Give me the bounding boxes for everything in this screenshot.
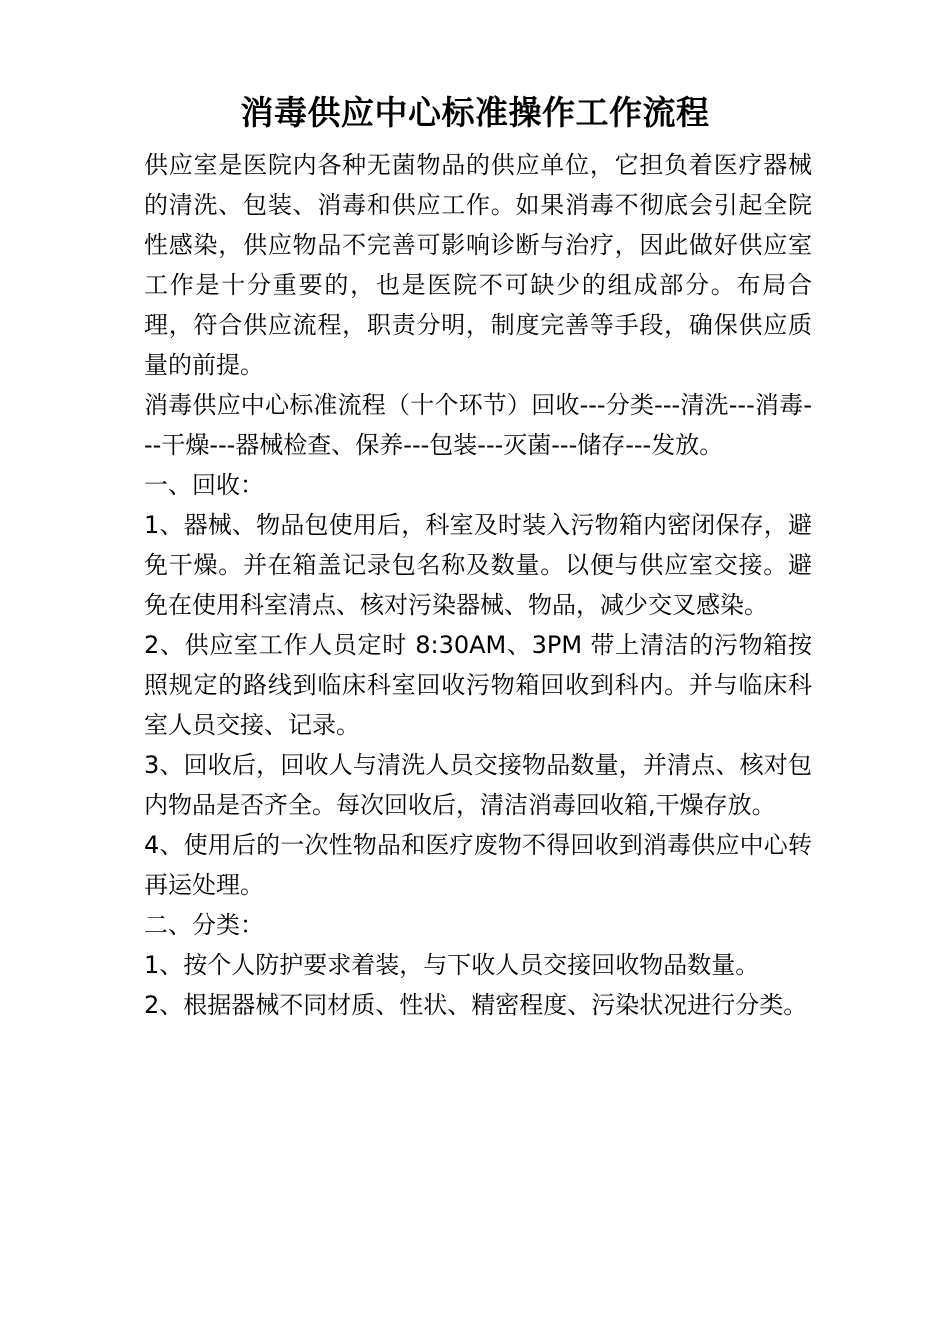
document-body [144,145,812,1025]
paragraph-classification-item-1: 1、按个人防护要求着装，与下收人员交接回收物品数量。 [144,951,760,979]
paragraph-recovery-item-3: 3、回收后，回收人与清洗人员交接物品数量，并清点、核对包内物品是否齐全。每次回收后，清洁消毒回收箱,干燥存放。 [144,751,812,819]
paragraph-intro: 供应室是医院内各种无菌物品的供应单位，它担负着医疗器械的清洗、包装、消毒和供应工作。如果消毒不彻底会引起全院性感染，供应物品不完善可影响诊断与治疗，因此做好供应室工作是十分重要的，也是医院不可缺少的组成部分。布局合理，符合供应流程，职责分明，制度完善等手段，确保供应质量的前提。 [144,151,812,379]
paragraph-recovery-item-2: 2、供应室工作人员定时 8:30AM、3PM 带上清洁的污物箱按照规定的路线到临床科室回收污物箱回收到科内。并与临床科室人员交接、记录。 [144,631,812,739]
section-heading-classification: 二、分类： [144,911,264,939]
paragraph-recovery-item-1: 1、器械、物品包使用后，科室及时装入污物箱内密闭保存，避免干燥。并在箱盖记录包名称及数量。以便与供应室交接。避免在使用科室清点、核对污染器械、物品，减少交叉感染。 [144,511,812,619]
paragraph-recovery-item-4: 4、使用后的一次性物品和医疗废物不得回收到消毒供应中心转再运处理。 [144,831,812,899]
paragraph-process-overview: 消毒供应中心标准流程（十个环节）回收---分类---清洗---消毒---干燥---器械检查、保养---包装---灭菌---储存---发放。 [144,391,812,459]
document-title: 消毒供应中心标准操作工作流程 [240,93,710,132]
paragraph-classification-item-2: 2、根据器械不同材质、性状、精密程度、污染状况进行分类。 [144,991,808,1019]
section-heading-recovery: 一、回收： [144,471,264,499]
